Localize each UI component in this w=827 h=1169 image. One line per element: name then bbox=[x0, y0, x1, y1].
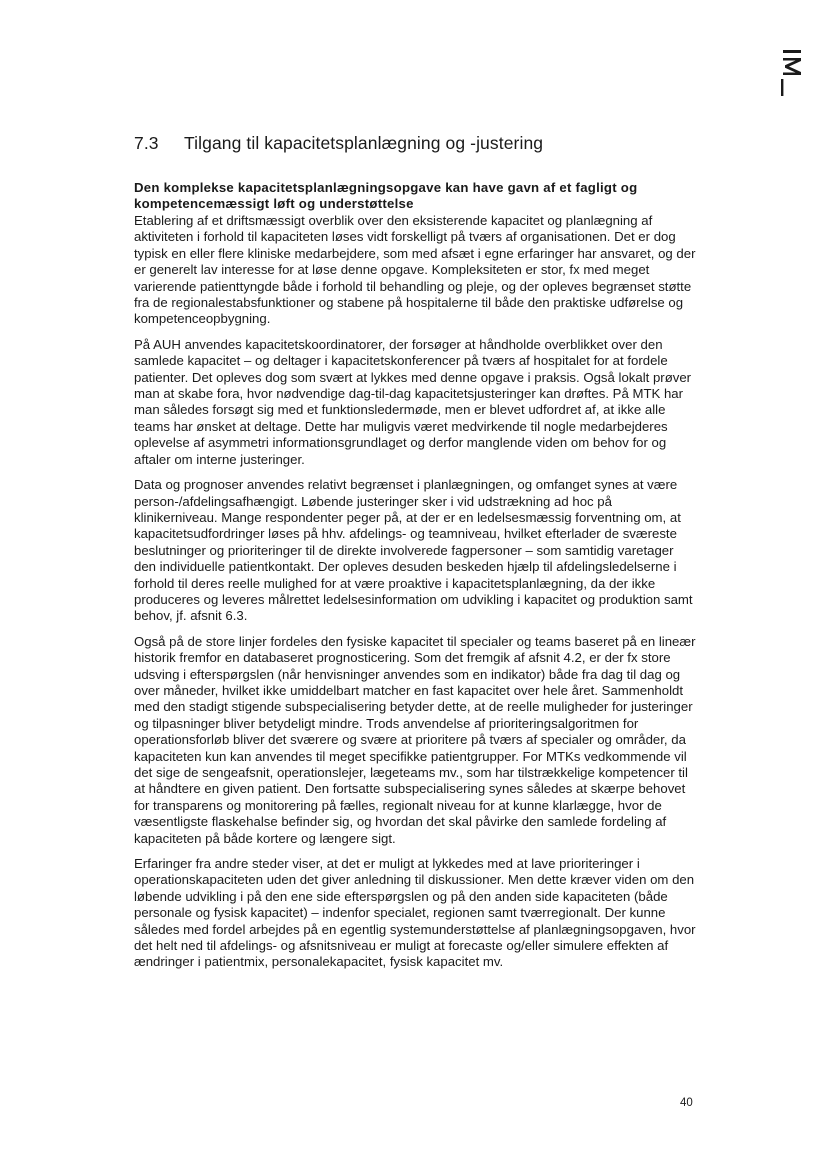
paragraph-3: Data og prognoser anvendes relativt begrænset i planlægningen, og omfanget synes at være person-/afdelingsafhængigt. Løbende justeringer sker i vid udstrækning ad hoc på klinikerniveau. Mange respondenter peger på, at der er en ledelsesmæssig forventning om, at kapacitetsudfordringer løses på hhv. afdelings- og teamniveau, hvilket efterlader de sværeste beslutninger og prioriteringer til de direkte involverede fagpersoner – som samtidig varetager den individuelle patientkontakt. Der opleves desuden beskeden hjælp til afdelingsledelserne i forhold til deres reelle mulighed for at være proaktive i kapacitetsplanlægning, da der ikke produceres og leveres målrettet ledelsesinformation om udvikling i kapacitet og produktion samt behov, jf. afsnit 6.3. bbox=[134, 477, 693, 624]
page-number: 40 bbox=[680, 1097, 693, 1109]
paragraph-1: Etablering af et driftsmæssigt overblik over den eksisterende kapacitet og planlægning af aktiviteten i forhold til kapaciteten løses vidt forskelligt på tværs af organisationen. Det er dog typisk en eller flere kliniske medarbejdere, som med afsæt i egne erfaringer har ansvaret, og der er generelt lav interesse for at løse denne opgave. Kompleksiteten er stor, fx med meget varierende patienttyngde både i forhold til behandling og pleje, og der opleves begrænset støtte fra de regionalestabsfunktioner og stabene på hospitalerne til både den praktiske udførelse og kompetenceopbygning. bbox=[134, 213, 696, 327]
section-title: Tilgang til kapacitetsplanlægning og -justering bbox=[184, 133, 544, 153]
paragraph-5: Erfaringer fra andre steder viser, at det er muligt at lykkedes med at lave prioriteringer i operationskapaciteten uden det giver anledning til diskussioner. Men dette kræver viden om den løbende udvikling i på den ene side efterspørgslen og på den anden side kapaciteten (både personale og fysisk kapacitet) – indenfor specialet, regionen samt tværregionalt. Der kunne således med fordel arbejdes på en egentlig systemunderstøttelse af planlægningsopgaven, hvor det helt ned til afdelings- og afsnitsniveau er muligt at forecaste og/eller simulere effekten af ændringer i patientmix, personalekapacitet, fysisk kapacitet mv. bbox=[134, 856, 696, 970]
section-number: 7.3 bbox=[134, 133, 159, 153]
im-logo-mark bbox=[780, 48, 804, 98]
subheading: Den komplekse kapacitetsplanlægningsopgave kan have gavn af et fagligt og kompetencemæssigt løft og understøttelse bbox=[134, 180, 638, 211]
paragraph-4: Også på de store linjer fordeles den fysiske kapacitet til specialer og teams baseret på en lineær historik fremfor en databaseret prognosticering. Som det fremgik af afsnit 4.2, er der fx store udsving i efterspørgslen (når henvisninger anvendes som en indikator) både fra dag til dag og over måneder, hvilket ikke umiddelbart matcher en fast kapacitet over hele året. Sammenholdt med den stadigt stigende subspecialisering betyder dette, at de reelle muligheder for justeringer og tilpasninger bliver betydeligt mindre. Trods anvendelse af prioriteringsalgoritmen for operationsforløb bliver det sværere og svære at prioritere på tværs af specialer og områder, da kapaciteten kun kan anvendes til meget specifikke patientgrupper. For MTKs vedkommende vil det sige de sengeafsnit, operationslejer, lægeteams mv., som har tilstrækkelige kompetencer til at håndtere en given patient. Den fortsatte subspecialisering synes således at skærpe behovet for transparens og monitorering på fælles, regionalt niveau for at kunne klarlægge, hvor de væsentligste flaskehalse befinder sig, og hvordan det skal påvirke den samlede fordeling af kapaciteten på både kortere og længere sigt. bbox=[134, 633, 696, 846]
paragraph-2: På AUH anvendes kapacitetskoordinatorer, der forsøger at håndholde overblikket over den samlede kapacitet – og deltager i kapacitetskonferencer på tværs af hospitalet for at fordele patienter. Det opleves dog som svært at lykkes med denne opgave i praksis. Også lokalt prøver man at skabe fora, hvor nødvendige dag-til-dag kapacitetsjusteringer kan drøftes. På MTK har man således forsøgt sig med et funktionsledermøde, men er blevet udfordret af, at ikke alle teams har ønsket at deltage. Dette har muligvis været medvirkende til nogle medarbejderes oplevelse af asymmetri informationsgrundlaget og derfor manglende viden om behov for og aftaler om interne justeringer. bbox=[134, 336, 692, 467]
section-heading bbox=[134, 133, 543, 154]
body-content bbox=[134, 180, 696, 980]
im-logo bbox=[780, 48, 804, 98]
